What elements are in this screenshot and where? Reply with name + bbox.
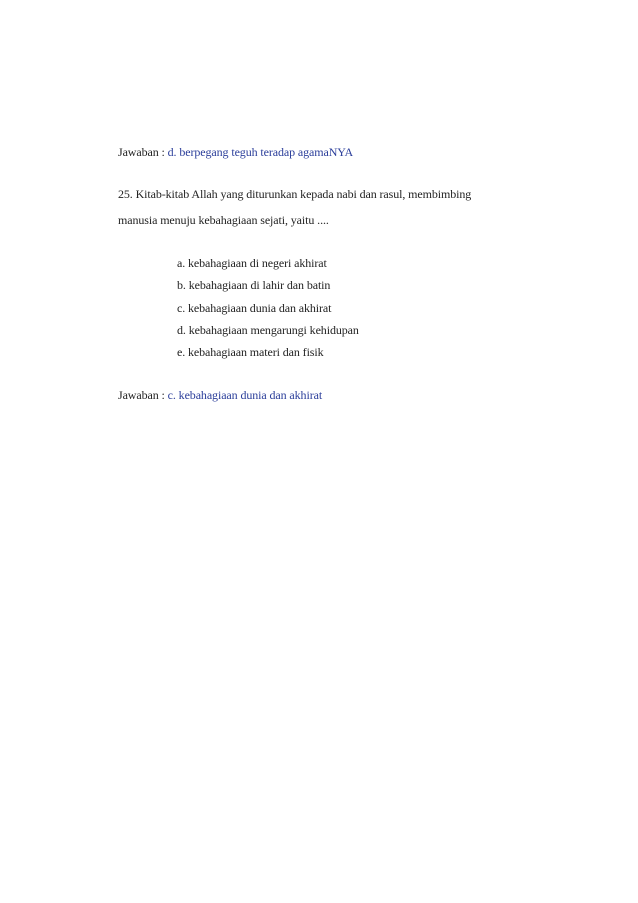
option-a: a. kebahagiaan di negeri akhirat	[177, 256, 327, 270]
answer-label: Jawaban :	[118, 145, 168, 159]
answer-label: Jawaban :	[118, 388, 168, 402]
answer-options	[177, 255, 359, 366]
answer-line-current	[118, 387, 322, 403]
option-b: b. kebahagiaan di lahir dan batin	[177, 278, 331, 293]
answer-value: d. berpegang teguh teradap agamaNYA	[167, 145, 354, 159]
option-c: c. kebahagiaan dunia dan akhirat	[177, 300, 332, 315]
answer-line-previous	[118, 144, 353, 160]
option-e: e. kebahagiaan materi dan fisik	[177, 345, 324, 360]
question-text-line-1: 25. Kitab-kitab Allah yang diturunkan kepada nabi dan rasul, membimbing	[118, 187, 472, 201]
answer-value: c. kebahagiaan dunia dan akhirat	[167, 388, 323, 402]
option-d: d. kebahagiaan mengarungi kehidupan	[177, 322, 359, 337]
question-text-line-2: manusia menuju kebahagiaan sejati, yaitu ....	[118, 213, 329, 227]
